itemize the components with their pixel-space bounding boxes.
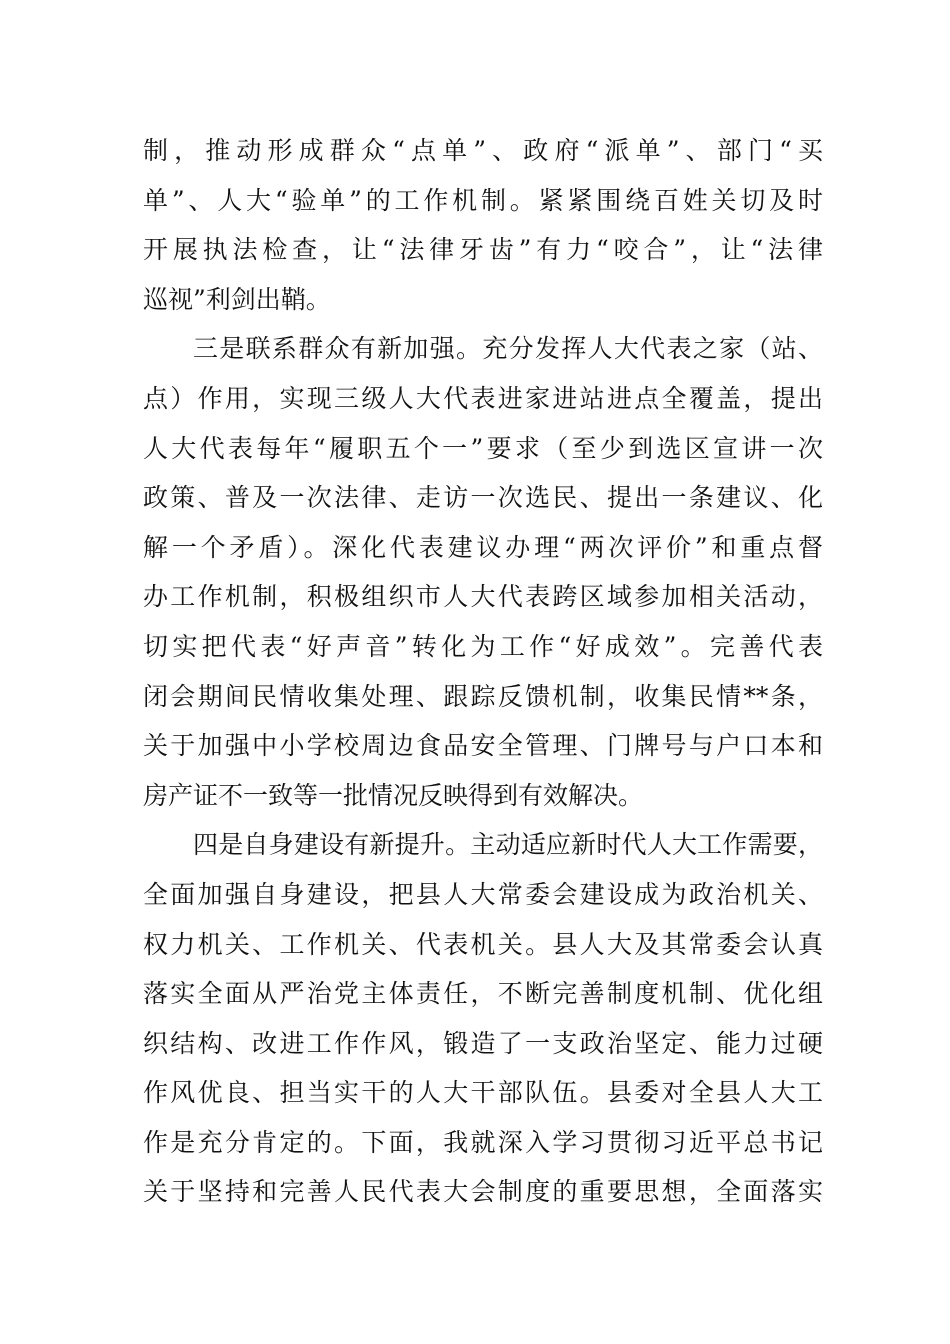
- text-line: 政策、普及一次法律、走访一次选民、提出一条建议、化: [143, 483, 823, 513]
- paragraph-3: [143, 820, 823, 1217]
- text-line: 办工作机制，积极组织市人大代表跨区域参加相关活动，: [143, 582, 823, 612]
- text-line: 四是自身建设有新提升。主动适应新时代人大工作需要，: [193, 830, 823, 860]
- paragraph-1: [143, 126, 823, 324]
- text-line: 权力机关、工作机关、代表机关。县人大及其常委会认真: [143, 929, 823, 959]
- text-line: 关于坚持和完善人民代表大会制度的重要思想，全面落实: [143, 1177, 823, 1207]
- text-line: 点）作用，实现三级人大代表进家进站进点全覆盖，提出: [143, 383, 823, 413]
- text-line: 开展执法检查，让“法律牙齿”有力“咬合”，让“法律: [143, 235, 823, 265]
- paragraph-2: [143, 324, 823, 820]
- text-line: 关于加强中小学校周边食品安全管理、门牌号与户口本和: [143, 731, 823, 761]
- text-line: 落实全面从严治党主体责任，不断完善制度机制、优化组: [143, 979, 823, 1009]
- text-line: 制，推动形成群众“点单”、政府“派单”、部门“买: [143, 136, 823, 165]
- text-line: 闭会期间民情收集处理、跟踪反馈机制，收集民情**条，: [143, 681, 823, 711]
- text-line: 人大代表每年“履职五个一”要求（至少到选区宣讲一次: [143, 433, 823, 463]
- text-line: 巡视”利剑出鞘。: [143, 284, 331, 314]
- text-line: 单”、人大“验单”的工作机制。紧紧围绕百姓关切及时: [143, 185, 823, 215]
- text-line: 解一个矛盾）。深化代表建议办理“两次评价”和重点督: [143, 532, 823, 562]
- text-line: 织结构、改进工作作风，锻造了一支政治坚定、能力过硬: [143, 1028, 823, 1058]
- body-text: [143, 126, 823, 1217]
- text-line: 房产证不一致等一批情况反映得到有效解决。: [143, 780, 644, 810]
- text-line: 作风优良、担当实干的人大干部队伍。县委对全县人大工: [143, 1078, 823, 1108]
- text-line: 切实把代表“好声音”转化为工作“好成效”。完善代表: [143, 631, 823, 661]
- text-line: 作是充分肯定的。下面，我就深入学习贯彻习近平总书记: [143, 1127, 823, 1157]
- text-line: 三是联系群众有新加强。充分发挥人大代表之家（站、: [193, 334, 823, 364]
- text-line: 全面加强自身建设，把县人大常委会建设成为政治机关、: [143, 879, 823, 909]
